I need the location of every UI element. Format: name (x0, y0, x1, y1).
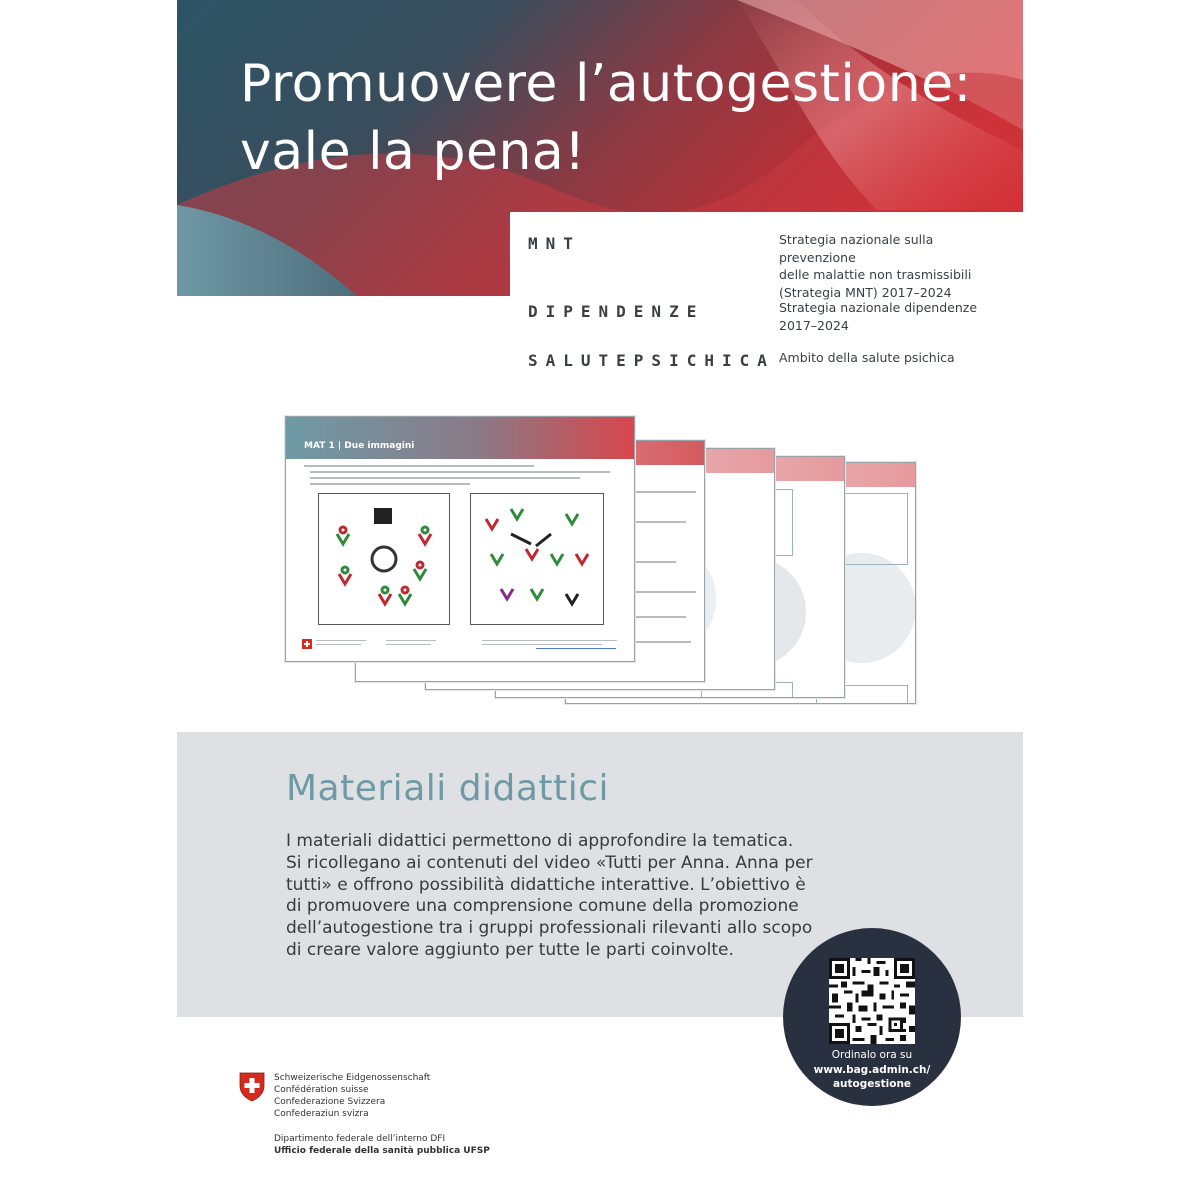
strategy-description (779, 299, 1009, 334)
materials-description (286, 831, 813, 962)
materials-description-line: Si ricollegano ai contenuti del video «Tutti per Anna. Anna per (286, 852, 813, 873)
swiss-coat-of-arms-icon (239, 1072, 265, 1102)
strategy-code: MNT (528, 234, 581, 253)
thumbnail-illustration-left (318, 493, 450, 625)
poster-title-line-2: vale la pena! (240, 122, 586, 182)
poster-title-line-1: Promuovere l’autogestione: (240, 54, 972, 114)
strategy-description-line: Strategia nazionale sulla prevenzione (779, 232, 934, 265)
strategy-description-line: delle malattie non trasmissibili (779, 267, 972, 282)
department-info (274, 1133, 490, 1157)
strategy-description (779, 231, 1009, 301)
qr-url-line-1[interactable]: www.bag.admin.ch/ (813, 1063, 931, 1076)
confederation-name: Confederazione Svizzera (274, 1097, 386, 1107)
confederation-name: Confederaziun svizra (274, 1109, 369, 1119)
materials-description-line: di creare valore aggiunto per tutte le parti coinvolte. (286, 939, 734, 960)
strategy-code: DIPENDENZE (528, 302, 705, 321)
strategy-description-line: Strategia nazionale dipendenze (779, 300, 978, 315)
materials-description-line: tutti» e offrono possibilità didattiche interattive. L’obiettivo è (286, 874, 806, 895)
footer (237, 1070, 637, 1170)
qr-url-line-2[interactable]: autogestione (832, 1078, 912, 1090)
poster-title (240, 50, 972, 186)
materials-title: Materiali didattici (286, 768, 609, 809)
confederation-name: Schweizerische Eidgenossenschaft (274, 1073, 431, 1083)
strategy-description-line: Ambito della salute psichica (779, 350, 955, 365)
materials-description-line: dell’autogestione tra i gruppi professionali rilevanti allo scopo (286, 918, 813, 939)
thumbnail-title: MAT 1 | Due immagini (304, 441, 415, 451)
thumbnail-front-page (285, 416, 635, 662)
office-name: Ufficio federale della sanità pubblica UFSP (274, 1146, 490, 1156)
department-name: Dipartimento federale dell’interno DFI (274, 1134, 446, 1144)
materials-description-line: di promuovere una comprensione comune della promozione (286, 896, 799, 917)
confederation-names (274, 1072, 430, 1120)
strategies-table (510, 212, 1023, 382)
thumbnail-swiss-flag-icon (302, 639, 312, 649)
qr-code-icon[interactable] (829, 958, 915, 1044)
confederation-name: Confédération suisse (274, 1085, 369, 1095)
strategy-code: SALUTEPSICHICA (528, 351, 775, 370)
poster (177, 0, 1023, 1200)
order-qr-badge[interactable] (783, 928, 961, 1106)
thumbnail-header (286, 417, 634, 459)
strategy-description (779, 349, 1009, 367)
thumbnail-illustration-right (470, 493, 604, 625)
strategy-description-line: 2017–2024 (779, 317, 849, 333)
qr-caption-text: Ordinalo ora su (831, 1049, 913, 1061)
qr-caption (783, 1048, 961, 1092)
materials-description-line: I materiali didattici permettono di approfondire la tematica. (286, 831, 794, 851)
materials-preview-thumbnails (285, 416, 915, 708)
strategy-description-line: (Strategia MNT) 2017–2024 (779, 284, 952, 300)
